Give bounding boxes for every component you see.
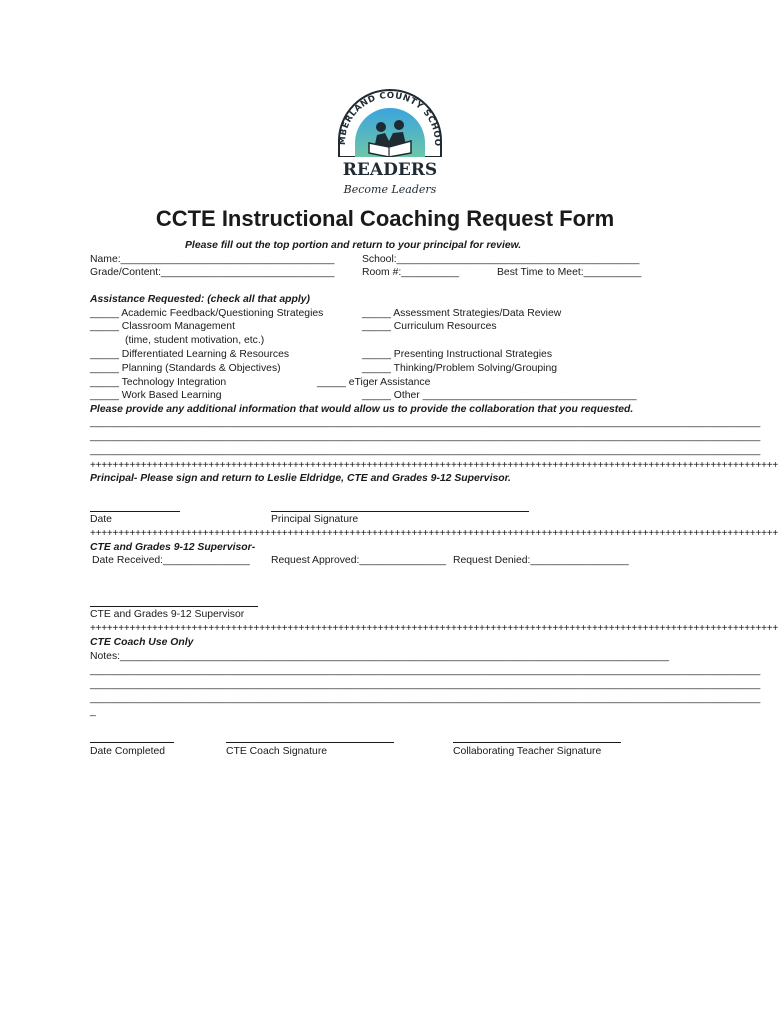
supervisor-signature-label: CTE and Grades 9-12 Supervisor — [90, 609, 245, 620]
option-other[interactable]: _____ Other _____________________________________ — [362, 390, 637, 401]
date-completed-line[interactable] — [90, 731, 174, 743]
readers-logo-graphic — [333, 83, 447, 199]
name-field[interactable]: Name:_____________________________________ — [90, 254, 335, 265]
divider-1: ++++++++++++++++++++++++++++++++++++++++++++++++++++++++++++++++++++++++++++++++++++++++++++++++++++++++++++++++++++++++++ — [90, 460, 778, 471]
additional-info-prompt: Please provide any additional information that would allow us to provide the collaboration that you requested. — [90, 404, 634, 415]
supervisor-heading: CTE and Grades 9-12 Supervisor- — [90, 542, 256, 553]
principal-signature-label: Principal Signature — [271, 514, 359, 525]
school-field[interactable]: School:__________________________________________ — [362, 254, 640, 265]
grade-content-field[interactable]: Grade/Content:______________________________ — [90, 267, 335, 278]
supervisor-signature-line[interactable] — [90, 595, 258, 607]
notes-trailing-line[interactable]: _ — [90, 706, 96, 717]
option-etiger-assistance[interactable]: _____ eTiger Assistance — [317, 377, 431, 388]
principal-heading: Principal- Please sign and return to Leslie Eldridge, CTE and Grades 9-12 Supervisor. — [90, 473, 511, 484]
logo-tagline: Become Leaders — [343, 183, 437, 196]
notes-line-2[interactable]: ____________________________________________________________________________________________________________________ — [90, 679, 761, 690]
notes-line-1[interactable]: ____________________________________________________________________________________________________________________ — [90, 665, 761, 676]
principal-date-label: Date — [90, 514, 112, 525]
date-completed-label: Date Completed — [90, 746, 166, 757]
form-instruction: Please fill out the top portion and return to your principal for review. — [185, 240, 522, 251]
teacher-signature-label: Collaborating Teacher Signature — [453, 746, 602, 757]
date-received-field[interactable]: Date Received:_______________ — [92, 555, 250, 566]
principal-signature-line[interactable] — [271, 500, 529, 512]
notes-field[interactable]: Notes:_______________________________________________________________________________________________ — [90, 651, 670, 662]
coach-signature-label: CTE Coach Signature — [226, 746, 328, 757]
option-presenting-strategies[interactable]: _____ Presenting Instructional Strategies — [362, 349, 553, 360]
coach-signature-line[interactable] — [226, 731, 394, 743]
assistance-heading: Assistance Requested: (check all that apply) — [90, 294, 311, 305]
request-denied-field[interactable]: Request Denied:_________________ — [453, 555, 629, 566]
room-field[interactable]: Room #:__________ — [362, 267, 460, 278]
option-thinking-problem-solving[interactable]: _____ Thinking/Problem Solving/Grouping — [362, 363, 558, 374]
readers-logo — [333, 83, 447, 199]
option-curriculum-resources[interactable]: _____ Curriculum Resources — [362, 321, 497, 332]
option-classroom-management-note: (time, student motivation, etc.) — [125, 335, 265, 346]
option-classroom-management[interactable]: _____ Classroom Management — [90, 321, 235, 332]
additional-info-line-3[interactable]: ____________________________________________________________________________________________________________________ — [90, 445, 761, 456]
option-assessment-strategies[interactable]: _____ Assessment Strategies/Data Review — [362, 308, 562, 319]
logo-wordmark: READERS — [342, 160, 438, 180]
notes-line-3[interactable]: ____________________________________________________________________________________________________________________ — [90, 693, 761, 704]
option-technology-integration[interactable]: _____ Technology Integration — [90, 377, 227, 388]
teacher-signature-line[interactable] — [453, 731, 621, 743]
option-academic-feedback[interactable]: _____ Academic Feedback/Questioning Strategies — [90, 308, 324, 319]
option-differentiated-learning[interactable]: _____ Differentiated Learning & Resources — [90, 349, 290, 360]
best-time-field[interactable]: Best Time to Meet:__________ — [497, 267, 642, 278]
logo-arc-text: MBERLAND COUNTY SCHOO — [337, 90, 443, 147]
coach-heading: CTE Coach Use Only — [90, 637, 194, 648]
request-approved-field[interactable]: Request Approved:_______________ — [271, 555, 447, 566]
option-work-based-learning[interactable]: _____ Work Based Learning — [90, 390, 222, 401]
divider-2: ++++++++++++++++++++++++++++++++++++++++++++++++++++++++++++++++++++++++++++++++++++++++++++++++++++++++++++++++++++++++++ — [90, 528, 778, 539]
additional-info-line-1[interactable]: ____________________________________________________________________________________________________________________ — [90, 417, 761, 428]
form-title: CCTE Instructional Coaching Request Form — [155, 206, 615, 231]
principal-date-line[interactable] — [90, 500, 180, 512]
divider-3: ++++++++++++++++++++++++++++++++++++++++++++++++++++++++++++++++++++++++++++++++++++++++++++++++++++++++++++++++++++++++++ — [90, 623, 778, 634]
option-planning[interactable]: _____ Planning (Standards & Objectives) — [90, 363, 281, 374]
additional-info-line-2[interactable]: ____________________________________________________________________________________________________________________ — [90, 431, 761, 442]
